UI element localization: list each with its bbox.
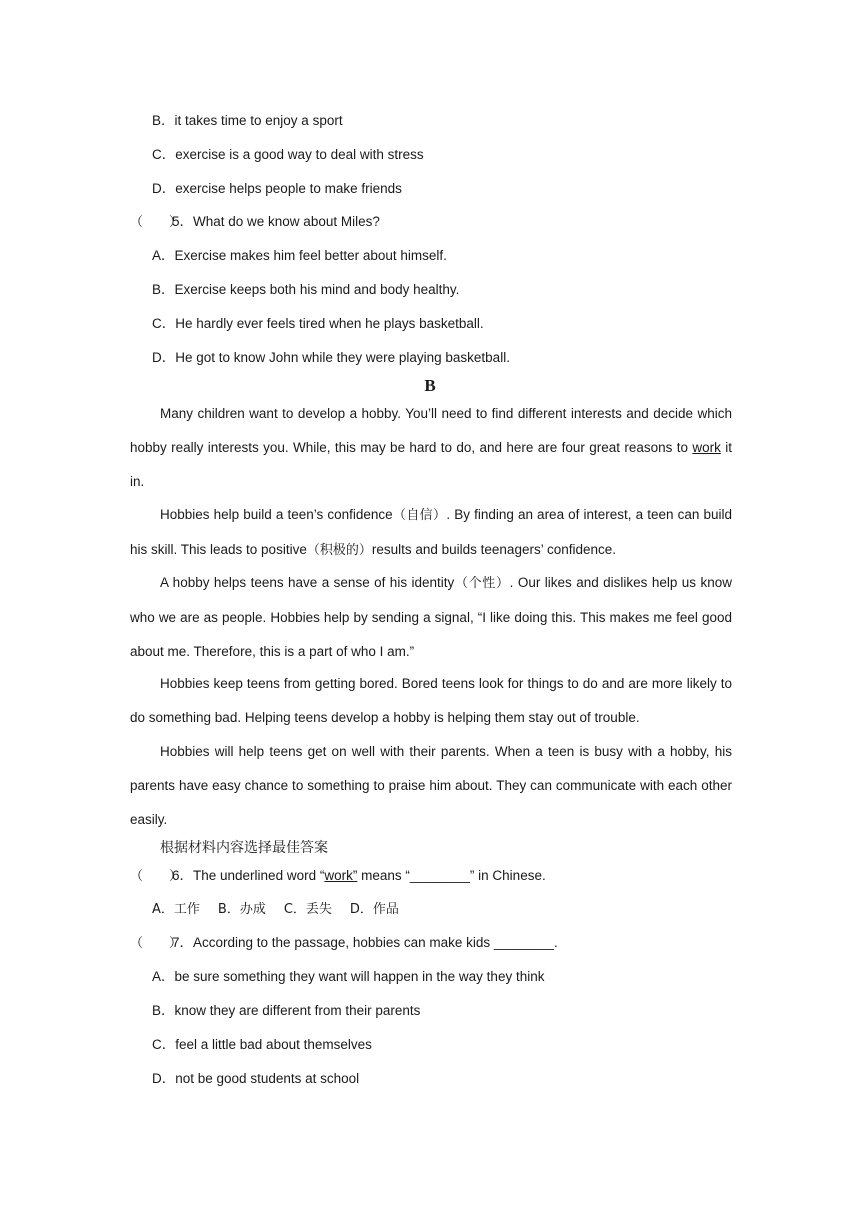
passage-paragraph-4	[130, 667, 732, 735]
underlined-word-work: work	[692, 439, 721, 455]
q5-line	[130, 212, 380, 233]
q6-answer-blank: （ ）	[130, 869, 183, 884]
p3-text-a: A hobby helps teens have a sense of his identity	[160, 575, 455, 590]
q6-line	[130, 866, 546, 887]
q7-line	[130, 933, 558, 954]
instruction-text: 根据材料内容选择最佳答案	[160, 840, 328, 856]
q6-stem-a: 6．The underlined word “	[172, 868, 325, 883]
q6-choices	[152, 899, 417, 920]
q5-answer-blank: （ ）	[130, 215, 183, 230]
q6-choice-a: A．工作	[152, 902, 200, 917]
p4-text: Hobbies keep teens from getting bored. Bored teens look for things to do and are more likely to do something bad. Helping teens develop a hobby is helping them stay out of trouble.	[130, 676, 732, 725]
q6-stem-b: means “________” in Chinese.	[357, 868, 546, 883]
q5-option-d: D．He got to know John while they were playing basketball.	[152, 350, 510, 365]
passage-paragraph-2	[130, 498, 732, 568]
p1-text-before: Many children want to develop a hobby. You’ll need to find different interests and decide which hobby really interests you. While, this may be hard to do, and here are four great reasons to	[130, 406, 732, 455]
q5-option-a: A．Exercise makes him feel better about himself.	[152, 248, 447, 263]
q6-choice-c: C．丢失	[283, 902, 332, 917]
p1-text-after: it in.	[130, 439, 732, 489]
passage-paragraph-3	[130, 566, 732, 668]
q5-option-b: B．Exercise keeps both his mind and body healthy.	[152, 282, 460, 297]
section-b-heading: B	[424, 376, 436, 395]
q5-stem: 5．What do we know about Miles?	[172, 214, 380, 229]
q7-stem: 7．According to the passage, hobbies can make kids ________.	[172, 935, 558, 950]
q7-option-a: A．be sure something they want will happen in the way they think	[152, 969, 545, 984]
q4-option-d: D．exercise helps people to make friends	[152, 181, 402, 196]
p2-text-b: . By finding an area of interest, a teen can build his skill. This leads to positive	[130, 507, 732, 557]
p2-text-a: Hobbies help build a teen’s confidence	[160, 507, 393, 522]
q5-option-c: C．He hardly ever feels tired when he plays basketball.	[152, 316, 484, 331]
q6-underlined-work: work”	[324, 868, 358, 883]
q6-choice-b: B．办成	[217, 902, 266, 917]
q7-option-d: D．not be good students at school	[152, 1071, 360, 1086]
p3-gloss-identity: （个性）	[454, 576, 510, 591]
p2-gloss-positive: （积极的）	[306, 542, 372, 558]
q4-option-c: C．exercise is a good way to deal with stress	[152, 147, 424, 162]
passage-paragraph-1	[130, 397, 732, 498]
q4-option-b: B．it takes time to enjoy a sport	[152, 113, 343, 128]
q7-option-b: B．know they are different from their parents	[152, 1003, 421, 1018]
q7-answer-blank: （ ）	[130, 936, 183, 951]
passage-paragraph-5	[130, 735, 732, 836]
p5-text: Hobbies will help teens get on well with their parents. When a teen is busy with a hobby, his parents have easy chance to something to praise him about. They can communicate with each other easily.	[130, 744, 732, 827]
p2-gloss-confidence: （自信）	[392, 508, 447, 523]
q7-option-c: C．feel a little bad about themselves	[152, 1037, 372, 1052]
q6-choice-d: D．作品	[349, 902, 399, 917]
p2-text-c: results and builds teenagers’ confidence.	[371, 541, 616, 557]
p3-text-b: . Our likes and dislikes help us know who we are as people. Hobbies help by sending a signal, “I like doing this. This makes me feel good about me. Therefore, this is a part of who I am.”	[130, 575, 732, 659]
